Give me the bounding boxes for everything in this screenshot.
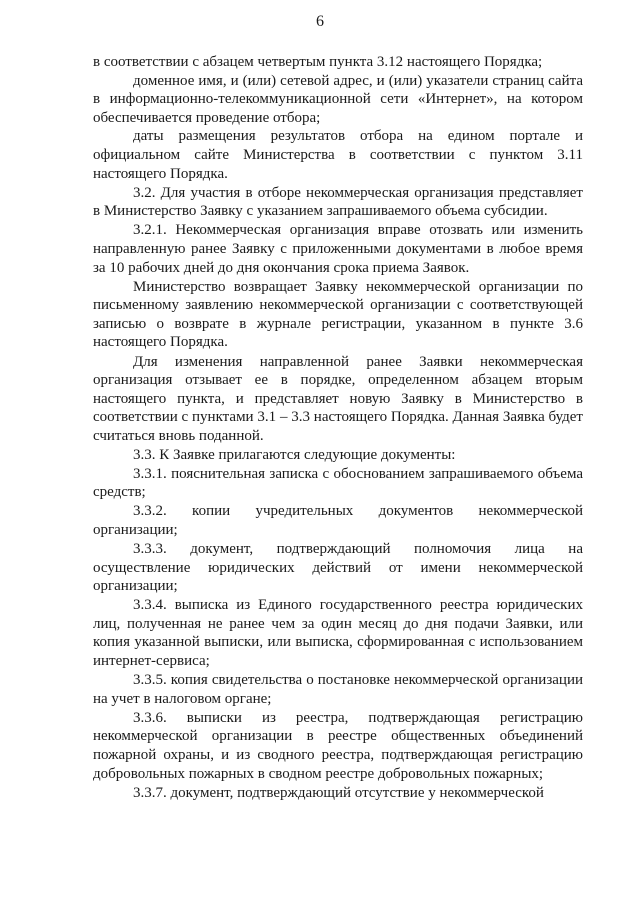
paragraph-3-3-1: 3.3.1. пояснительная записка с обоснованием запрашиваемого объема средств;	[93, 465, 583, 501]
paragraph-3-3-6: 3.3.6. выписки из реестра, подтверждающая регистрацию некоммерческой организации в реестре общественных объединений пожарной охраны, и из сводного реестра, подтверждающая регистрацию добровольных пожарных в сводном реестре добровольных пожарных;	[93, 709, 583, 782]
paragraph-3-2: 3.2. Для участия в отборе некоммерческая организация представляет в Министерство Заявку с указанием запрашиваемого объема субсидии.	[93, 184, 583, 220]
paragraph-3-3-7: 3.3.7. документ, подтверждающий отсутствие у некоммерческой	[133, 784, 544, 801]
paragraph-3-3-5: 3.3.5. копия свидетельства о постановке некоммерческой организации на учет в налоговом органе;	[93, 672, 583, 707]
paragraph-change: Для изменения направленной ранее Заявки некоммерческая организация отзывает ее в порядке, определенном абзацем вторым настоящего пункта, и представляет новую Заявку в Министерство в соответствии с пунктами 3.1 – 3.3 настоящего Порядка. Данная Заявка будет считаться вновь поданной.	[93, 353, 583, 444]
paragraph-2: доменное имя, и (или) сетевой адрес, и (или) указатели страниц сайта в информационно-телекоммуникационной сети «Интернет», на котором обеспечивается проведение отбора;	[93, 72, 583, 126]
page-number: 6	[316, 13, 324, 30]
document-body	[93, 53, 583, 802]
paragraph-3-3-3: 3.3.3. документ, подтверждающий полномочия лица на осуществление юридических действий от имени некоммерческой организации;	[93, 540, 583, 595]
paragraph-1: в соответствии с абзацем четвертым пункта 3.12 настоящего Порядка;	[93, 54, 543, 70]
paragraph-3-3: 3.3. К Заявке прилагаются следующие документы:	[133, 446, 456, 463]
paragraph-3-2-1: 3.2.1. Некоммерческая организация вправе отозвать или изменить направленную ранее Заявку с приложенными документами в любое время за 10 рабочих дней до дня окончания срока приема Заявок.	[93, 222, 583, 276]
paragraph-return: Министерство возвращает Заявку некоммерческой организации по письменному заявлению некоммерческой организации с соответствующей записью о возврате в журнале регистрации, указанном в пункте 3.6 настоящего Порядка.	[93, 278, 583, 351]
paragraph-3-3-4: 3.3.4. выписка из Единого государственного реестра юридических лиц, полученная не ранее чем за один месяц до дня подачи Заявки, или копия указанной выписки, или выписка, сформированная с использованием интернет-сервиса;	[93, 597, 583, 669]
paragraph-3: даты размещения результатов отбора на едином портале и официальном сайте Министерства в соответствии с пунктом 3.11 настоящего Порядка.	[93, 128, 583, 182]
paragraph-3-3-2: 3.3.2. копии учредительных документов некоммерческой организации;	[93, 503, 583, 538]
